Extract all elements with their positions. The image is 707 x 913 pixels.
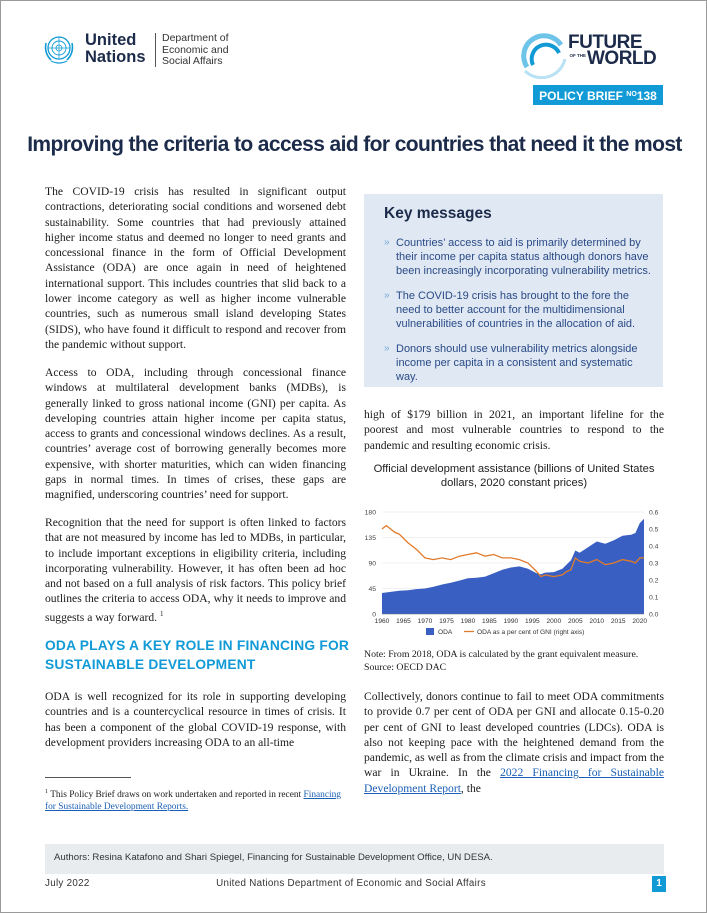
footer-date: July 2022: [45, 878, 90, 889]
series-line2: WORLD: [587, 48, 657, 69]
policy-brief-badge: [533, 85, 663, 105]
un-name-line2: Nations: [85, 48, 146, 66]
desa-line3: Social Affairs: [162, 55, 223, 67]
y-left-tick-label: 135: [364, 535, 376, 542]
x-tick-label: 1960: [374, 618, 390, 625]
page-title: Improving the criteria to access aid for countries that need it the most: [27, 133, 682, 156]
y-left-tick-label: 180: [364, 509, 376, 517]
fsdr-link[interactable]: 2022 Financing for Sustainable Development Report: [364, 766, 664, 795]
paragraph-3: [45, 515, 346, 625]
paragraph-2: Access to ODA, including through concessional finance windows at multilateral development banks (MDBs), is generally linked to gross national income (GNI) per capita. As developing countries attain higher income per capita status, access to grants and concessional windows declines. As a result, countries’ average cost of borrowing generally becomes more expensive, with shorter maturities, which can widen financing gaps in normal times. In times of crises, these gaps are magnified, underscoring countries’ need for support.: [45, 366, 346, 502]
footnote-number: 1: [45, 789, 48, 795]
authors-line: Authors: Resina Katafono and Shari Spiegel, Financing for Sustainable Development Office, UN DESA.: [54, 852, 493, 863]
future-of-the-world-icon: [519, 27, 569, 79]
footer-org: United Nations Department of Economic and Social Affairs: [216, 878, 486, 889]
x-tick-label: 1965: [396, 618, 411, 625]
x-tick-label: 1990: [503, 618, 519, 625]
chart-note-1: Note: From 2018, ODA is calculated by the grant equivalent measure.: [364, 649, 639, 660]
key-message-3: [384, 342, 654, 385]
footnote-link[interactable]: Financing for Sustainable Development Reports.: [45, 790, 341, 813]
footnote-ref[interactable]: 1: [159, 609, 164, 618]
y-right-tick-label: 0.6: [649, 509, 659, 517]
x-tick-label: 1975: [439, 618, 454, 625]
desa-line2: Economic and: [162, 43, 229, 56]
x-tick-label: 1970: [417, 618, 433, 625]
legend-oda-label: ODA: [438, 629, 453, 636]
desa-wordmark: [162, 33, 229, 68]
un-name-line1: United: [85, 31, 137, 49]
y-left-tick-label: 0: [372, 611, 376, 619]
x-tick-label: 2000: [546, 618, 562, 625]
chart-source: Source: OECD DAC: [364, 661, 447, 673]
un-emblem-icon: [41, 31, 77, 67]
section-heading: ODA PLAYS A KEY ROLE IN FINANCING FOR SUSTAINABLE DEVELOPMENT: [45, 638, 350, 672]
desa-line1: Department of: [162, 32, 229, 44]
badge-number: 138: [636, 89, 657, 103]
x-tick-label: 1980: [460, 618, 476, 625]
paragraph-5-text: Collectively, donors continue to fail to meet ODA commitments to provide 0.7 per cent of ODA per GNI and allocate 0.15-0.20 per cent of GNI to least developed countries (LDCs). ODA is also not keeping pace with the heightened demand from the pandemic, as well as from the climate crisis and impact from the war in Ukraine. In the: [364, 690, 664, 780]
key-message-text: Countries’ access to aid is primarily determined by their income per capita status although donors have been increasingly incorporating vulnerability metrics.: [396, 237, 651, 278]
series-of-the: OF THE: [569, 53, 586, 58]
arrow-icon: »: [384, 290, 390, 301]
header-divider: [155, 33, 156, 67]
x-tick-label: 2005: [567, 618, 583, 625]
footnote-rule: [45, 777, 131, 778]
paragraph-3-text: Recognition that the need for support is often linked to factors that are not measured by income has led to MDBs, in particular, to include important exceptions in eligibility criteria, including incorporating vulnerability. However, it has often been ad hoc and not based on a full analysis of risk factors. This policy brief outlines the criteria to access ODA, why it needs to improve and suggests a way forward.: [45, 516, 346, 624]
y-right-tick-label: 0.3: [649, 560, 659, 568]
footnote: [45, 786, 350, 813]
legend-oda-swatch: [426, 628, 434, 635]
oda-area: [382, 519, 644, 614]
x-tick-label: 1985: [482, 618, 497, 625]
un-wordmark: [85, 32, 146, 66]
key-message-text: Donors should use vulnerability metrics alongside income per capita in a consistent and systematic way.: [396, 343, 638, 384]
chart-title: Official development assistance (billions of United States dollars, 2020 constant prices): [373, 463, 655, 489]
key-message-text: The COVID-19 crisis has brought to the fore the need to better account for the multidimensional vulnerabilities of countries in the allocation of aid.: [396, 290, 636, 331]
paragraph-5-end: , the: [460, 781, 481, 795]
x-tick-label: 2010: [589, 618, 605, 625]
legend-gni-label: ODA as a per cent of GNI (right axis): [477, 629, 585, 636]
y-left-tick-label: 45: [368, 586, 376, 593]
y-right-tick-label: 0.0: [649, 611, 659, 619]
x-tick-label: 2020: [632, 618, 648, 625]
paragraph-4: ODA is well recognized for its role in supporting developing countries and is a countercyclical resource in times of crisis. It has been a component of the global COVID-19 response, with development providers increasing ODA to an all-time: [45, 690, 346, 749]
chart-note: [364, 649, 664, 674]
paragraph-5: [364, 689, 664, 796]
badge-no: NO: [626, 91, 637, 98]
footnote-text: This Policy Brief draws on work undertaken and reported in recent: [50, 790, 302, 801]
key-message-1: [384, 236, 654, 279]
y-right-tick-label: 0.5: [649, 526, 659, 534]
key-message-2: [384, 289, 654, 332]
arrow-icon: »: [384, 343, 390, 354]
x-tick-label: 2015: [610, 618, 626, 625]
y-right-tick-label: 0.1: [649, 594, 659, 602]
page-number: 1: [652, 876, 666, 892]
badge-label: POLICY BRIEF: [539, 89, 623, 103]
oda-chart: [358, 504, 670, 646]
y-right-tick-label: 0.2: [649, 577, 659, 585]
x-tick-label: 1995: [524, 618, 540, 625]
paragraph-continued: high of $179 billion in 2021, an important lifeline for the poorest and most vulnerable countries to respond to the pandemic and resulting economic crisis.: [364, 408, 664, 452]
arrow-icon: »: [384, 237, 390, 248]
series-line1: FUTURE: [568, 32, 643, 53]
y-right-tick-label: 0.4: [649, 543, 659, 551]
y-left-tick-label: 90: [368, 560, 376, 568]
key-messages-title: Key messages: [384, 205, 492, 222]
paragraph-1: The COVID-19 crisis has resulted in significant output contractions, deteriorating social conditions and worsened debt sustainability. Some countries that had previously attained higher income status and deemed no longer to need grants and concessional finance in the form of Official Development Assistance (ODA) are once again in need of heightened international support. This includes countries that slid back to a lower income category as well as higher income vulnerable countries, such as numerous small island developing States (SIDS), who have found it difficult to respond and recover from the pandemic without support.: [45, 185, 346, 351]
